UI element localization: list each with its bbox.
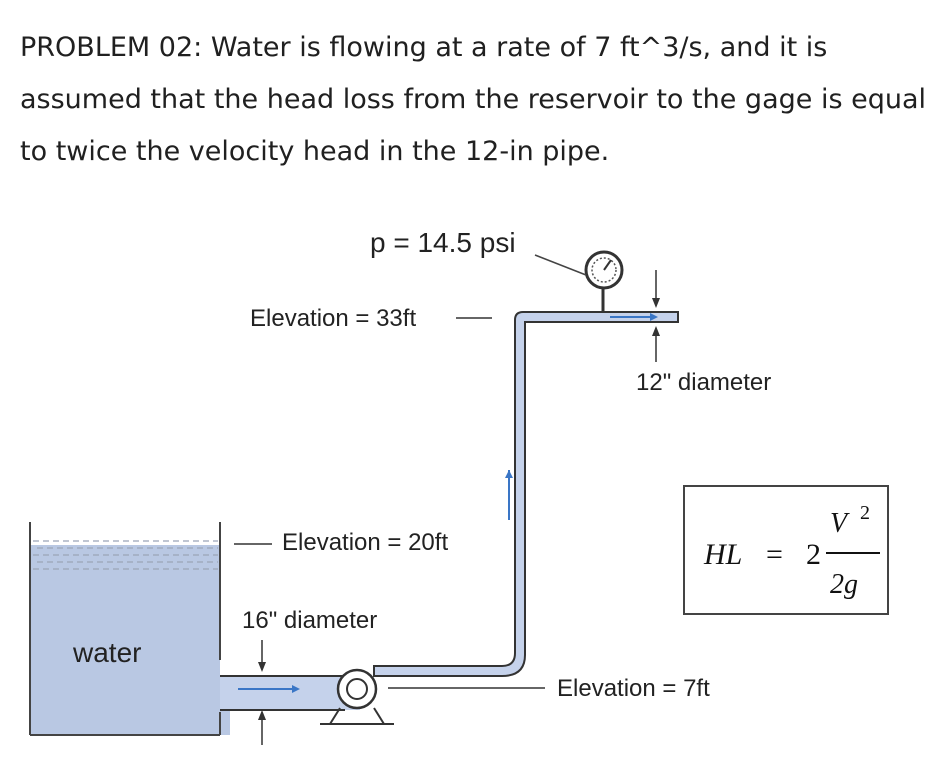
formula-denominator: 2g (830, 569, 858, 600)
problem-statement: PROBLEM 02: Water is flowing at a rate of 7 ft^3/s, and it is assumed that the head loss from the reservoir to the gage is equal to twice the velocity head in the 12-in pipe. (20, 32, 927, 167)
formula-numerator: V (830, 508, 848, 539)
reservoir (30, 522, 230, 735)
formula-exponent: 2 (860, 502, 870, 524)
flow-arrows (238, 313, 658, 693)
formula-coefficient: 2 (806, 538, 821, 571)
elevation-top-label: Elevation = 33ft (250, 305, 417, 332)
reservoir-outlet-fill (30, 693, 230, 735)
inlet-diameter-label: 16" diameter (242, 607, 378, 634)
pressure-gauge-icon (586, 252, 622, 312)
elevation-pump-label: Elevation = 7ft (557, 675, 710, 702)
pressure-label: p = 14.5 psi (370, 227, 516, 258)
formula-lhs: HL (704, 538, 743, 571)
discharge-pipe (374, 312, 678, 676)
formula-equals: = (766, 538, 783, 571)
elevation-water-label: Elevation = 20ft (282, 529, 449, 556)
reservoir-label: water (73, 637, 142, 668)
outlet-diameter-label: 12" diameter (636, 369, 772, 396)
head-loss-formula (684, 486, 888, 614)
